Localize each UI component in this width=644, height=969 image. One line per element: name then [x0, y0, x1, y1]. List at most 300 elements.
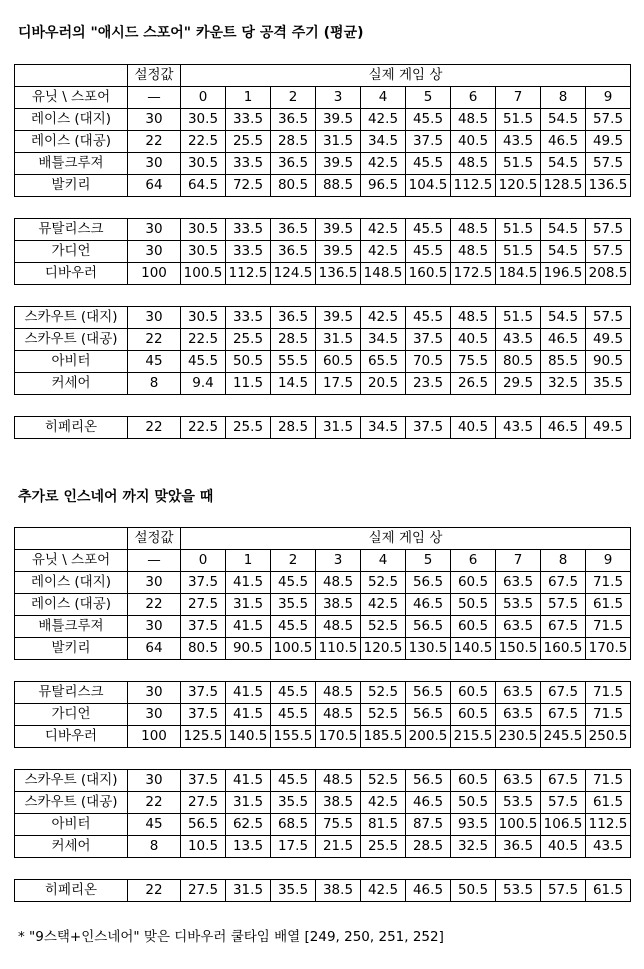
cycle-value: 17.5 — [316, 373, 361, 395]
cycle-value: 120.5 — [361, 638, 406, 660]
cycle-value: 49.5 — [586, 329, 631, 351]
cycle-value: 67.5 — [541, 704, 586, 726]
cycle-value: 50.5 — [451, 594, 496, 616]
cycle-value: 30.5 — [181, 307, 226, 329]
setting-value: 45 — [128, 351, 181, 373]
table-row — [15, 241, 631, 263]
cycle-value: 35.5 — [271, 594, 316, 616]
spore-count: 3 — [316, 550, 361, 572]
cycle-value: 80.5 — [181, 638, 226, 660]
cycle-value: 57.5 — [586, 241, 631, 263]
spore-count: 0 — [181, 550, 226, 572]
cycle-value: 60.5 — [451, 770, 496, 792]
cycle-value: 40.5 — [541, 836, 586, 858]
cycle-value: 112.5 — [226, 263, 271, 285]
setting-value: 22 — [128, 329, 181, 351]
attack-cycle-ensnare-table — [14, 527, 631, 902]
cycle-value: 160.5 — [406, 263, 451, 285]
spore-count: 7 — [496, 550, 541, 572]
header-row — [15, 65, 631, 87]
unit-name: 레이스 (대지) — [15, 572, 128, 594]
cycle-value: 41.5 — [226, 572, 271, 594]
setting-value: 30 — [128, 241, 181, 263]
cycle-value: 39.5 — [316, 109, 361, 131]
cycle-value: 22.5 — [181, 417, 226, 439]
attack-cycle-table — [14, 64, 631, 439]
cycle-value: 33.5 — [226, 219, 271, 241]
header-blank — [15, 528, 128, 550]
setting-value: 22 — [128, 594, 181, 616]
cycle-value: 50.5 — [226, 351, 271, 373]
spore-count: 8 — [541, 87, 586, 109]
cycle-value: 93.5 — [451, 814, 496, 836]
cycle-value: 46.5 — [541, 131, 586, 153]
cycle-value: 52.5 — [361, 682, 406, 704]
cycle-value: 42.5 — [361, 594, 406, 616]
cycle-value: 48.5 — [451, 219, 496, 241]
cycle-value: 71.5 — [586, 682, 631, 704]
setting-value: 30 — [128, 109, 181, 131]
cycle-value: 48.5 — [316, 704, 361, 726]
table-row — [15, 726, 631, 748]
cycle-value: 46.5 — [406, 880, 451, 902]
cycle-value: 32.5 — [541, 373, 586, 395]
cycle-value: 33.5 — [226, 307, 271, 329]
table-row — [15, 307, 631, 329]
cycle-value: 51.5 — [496, 307, 541, 329]
spacer-cell — [15, 395, 631, 417]
cycle-value: 46.5 — [406, 594, 451, 616]
cycle-value: 80.5 — [496, 351, 541, 373]
cycle-value: 42.5 — [361, 792, 406, 814]
cycle-value: 31.5 — [316, 329, 361, 351]
cycle-value: 50.5 — [451, 880, 496, 902]
cycle-value: 90.5 — [226, 638, 271, 660]
cycle-value: 60.5 — [451, 616, 496, 638]
cycle-value: 33.5 — [226, 153, 271, 175]
cycle-value: 140.5 — [451, 638, 496, 660]
cycle-value: 85.5 — [541, 351, 586, 373]
cycle-value: 45.5 — [181, 351, 226, 373]
cycle-value: 56.5 — [406, 616, 451, 638]
unit-name: 발키리 — [15, 638, 128, 660]
cycle-value: 45.5 — [271, 770, 316, 792]
cycle-value: 30.5 — [181, 241, 226, 263]
cycle-value: 34.5 — [361, 131, 406, 153]
spore-header-row — [15, 550, 631, 572]
table-row — [15, 131, 631, 153]
cycle-value: 33.5 — [226, 241, 271, 263]
setting-value: 30 — [128, 572, 181, 594]
cycle-value: 61.5 — [586, 792, 631, 814]
cycle-value: 51.5 — [496, 219, 541, 241]
cycle-value: 60.5 — [451, 704, 496, 726]
cycle-value: 56.5 — [181, 814, 226, 836]
cycle-value: 32.5 — [451, 836, 496, 858]
spore-count: 7 — [496, 87, 541, 109]
cycle-value: 30.5 — [181, 109, 226, 131]
group-spacer — [15, 660, 631, 682]
cycle-value: 57.5 — [586, 307, 631, 329]
cycle-value: 39.5 — [316, 153, 361, 175]
cycle-value: 36.5 — [496, 836, 541, 858]
table-row — [15, 219, 631, 241]
cycle-value: 57.5 — [586, 109, 631, 131]
cycle-value: 48.5 — [316, 682, 361, 704]
cycle-value: 96.5 — [361, 175, 406, 197]
table-row — [15, 638, 631, 660]
setting-value: 64 — [128, 638, 181, 660]
cycle-value: 67.5 — [541, 770, 586, 792]
cycle-value: 46.5 — [406, 792, 451, 814]
setting-value: 22 — [128, 131, 181, 153]
cycle-value: 45.5 — [406, 241, 451, 263]
cycle-value: 112.5 — [451, 175, 496, 197]
cycle-value: 41.5 — [226, 770, 271, 792]
unit-name: 배틀크루져 — [15, 153, 128, 175]
setting-value: 30 — [128, 770, 181, 792]
cycle-value: 56.5 — [406, 682, 451, 704]
cycle-value: 25.5 — [361, 836, 406, 858]
cycle-value: 22.5 — [181, 131, 226, 153]
setting-value: 100 — [128, 726, 181, 748]
cycle-value: 34.5 — [361, 329, 406, 351]
cycle-value: 62.5 — [226, 814, 271, 836]
cycle-value: 14.5 — [271, 373, 316, 395]
cycle-value: 38.5 — [316, 594, 361, 616]
cycle-value: 36.5 — [271, 241, 316, 263]
cycle-value: 53.5 — [496, 792, 541, 814]
header-actual: 실제 게임 상 — [181, 528, 631, 550]
cycle-value: 48.5 — [316, 572, 361, 594]
unit-name: 디바우러 — [15, 263, 128, 285]
setting-value: 30 — [128, 616, 181, 638]
cycle-value: 128.5 — [541, 175, 586, 197]
cycle-value: 148.5 — [361, 263, 406, 285]
cycle-value: 52.5 — [361, 572, 406, 594]
cycle-value: 28.5 — [271, 329, 316, 351]
setting-value: 8 — [128, 836, 181, 858]
cycle-value: 50.5 — [451, 792, 496, 814]
unit-name: 레이스 (대공) — [15, 131, 128, 153]
table-row — [15, 572, 631, 594]
cycle-value: 63.5 — [496, 572, 541, 594]
cycle-value: 31.5 — [226, 594, 271, 616]
cycle-value: 49.5 — [586, 417, 631, 439]
cycle-value: 25.5 — [226, 329, 271, 351]
unit-name: 스카우트 (대공) — [15, 792, 128, 814]
cycle-value: 75.5 — [451, 351, 496, 373]
group-spacer — [15, 748, 631, 770]
cycle-value: 184.5 — [496, 263, 541, 285]
cycle-value: 54.5 — [541, 241, 586, 263]
cycle-value: 34.5 — [361, 417, 406, 439]
cycle-value: 37.5 — [181, 682, 226, 704]
cycle-value: 54.5 — [541, 109, 586, 131]
spore-count: 5 — [406, 550, 451, 572]
cycle-value: 48.5 — [316, 616, 361, 638]
cycle-value: 22.5 — [181, 329, 226, 351]
setting-value: 22 — [128, 880, 181, 902]
cycle-value: 56.5 — [406, 572, 451, 594]
cycle-value: 36.5 — [271, 219, 316, 241]
cycle-value: 48.5 — [451, 109, 496, 131]
setting-value: 100 — [128, 263, 181, 285]
cycle-value: 38.5 — [316, 880, 361, 902]
cycle-value: 172.5 — [451, 263, 496, 285]
table-row — [15, 880, 631, 902]
header-setting: 설정값 — [128, 65, 181, 87]
table-row — [15, 594, 631, 616]
cycle-value: 160.5 — [541, 638, 586, 660]
cycle-value: 71.5 — [586, 704, 631, 726]
cycle-value: 40.5 — [451, 417, 496, 439]
cycle-value: 37.5 — [181, 572, 226, 594]
spacer-cell — [15, 660, 631, 682]
cycle-value: 125.5 — [181, 726, 226, 748]
cycle-value: 112.5 — [586, 814, 631, 836]
cycle-value: 100.5 — [271, 638, 316, 660]
cycle-value: 75.5 — [316, 814, 361, 836]
cycle-value: 90.5 — [586, 351, 631, 373]
cycle-value: 54.5 — [541, 307, 586, 329]
cycle-value: 60.5 — [451, 682, 496, 704]
cycle-value: 23.5 — [406, 373, 451, 395]
cycle-value: 136.5 — [586, 175, 631, 197]
cycle-value: 42.5 — [361, 153, 406, 175]
cycle-value: 54.5 — [541, 219, 586, 241]
cycle-value: 13.5 — [226, 836, 271, 858]
spore-count: 5 — [406, 87, 451, 109]
cycle-value: 245.5 — [541, 726, 586, 748]
spore-count: 9 — [586, 550, 631, 572]
cycle-value: 41.5 — [226, 704, 271, 726]
cycle-value: 57.5 — [541, 792, 586, 814]
table-row — [15, 175, 631, 197]
unit-name: 뮤탈리스크 — [15, 219, 128, 241]
table-row — [15, 417, 631, 439]
cycle-value: 39.5 — [316, 241, 361, 263]
cycle-value: 140.5 — [226, 726, 271, 748]
unit-name: 아비터 — [15, 351, 128, 373]
cycle-value: 38.5 — [316, 792, 361, 814]
cycle-value: 36.5 — [271, 109, 316, 131]
cycle-value: 17.5 — [271, 836, 316, 858]
cycle-value: 42.5 — [361, 241, 406, 263]
cycle-value: 65.5 — [361, 351, 406, 373]
cycle-value: 87.5 — [406, 814, 451, 836]
cycle-value: 80.5 — [271, 175, 316, 197]
unit-name: 커세어 — [15, 836, 128, 858]
unit-name: 커세어 — [15, 373, 128, 395]
cycle-value: 81.5 — [361, 814, 406, 836]
cycle-value: 130.5 — [406, 638, 451, 660]
cycle-value: 57.5 — [586, 219, 631, 241]
cycle-value: 250.5 — [586, 726, 631, 748]
spore-count: 1 — [226, 550, 271, 572]
unit-name: 스카우트 (대지) — [15, 770, 128, 792]
cycle-value: 48.5 — [451, 153, 496, 175]
cycle-value: 67.5 — [541, 616, 586, 638]
spore-count: 6 — [451, 87, 496, 109]
cycle-value: 185.5 — [361, 726, 406, 748]
cycle-value: 48.5 — [316, 770, 361, 792]
table-row — [15, 263, 631, 285]
spore-count: 2 — [271, 87, 316, 109]
cycle-value: 88.5 — [316, 175, 361, 197]
group-spacer — [15, 858, 631, 880]
cycle-value: 27.5 — [181, 594, 226, 616]
cycle-value: 53.5 — [496, 594, 541, 616]
cycle-value: 21.5 — [316, 836, 361, 858]
spore-count: 4 — [361, 550, 406, 572]
cycle-value: 55.5 — [271, 351, 316, 373]
header-row — [15, 528, 631, 550]
cycle-value: 170.5 — [586, 638, 631, 660]
cycle-value: 37.5 — [406, 131, 451, 153]
cycle-value: 42.5 — [361, 109, 406, 131]
unit-name: 가디언 — [15, 704, 128, 726]
spacer-cell — [15, 858, 631, 880]
unit-name: 히페리온 — [15, 880, 128, 902]
cycle-value: 100.5 — [496, 814, 541, 836]
cycle-value: 52.5 — [361, 704, 406, 726]
unit-name: 스카우트 (대공) — [15, 329, 128, 351]
unit-name: 스카우트 (대지) — [15, 307, 128, 329]
cycle-value: 57.5 — [541, 594, 586, 616]
cycle-value: 45.5 — [271, 572, 316, 594]
cycle-value: 35.5 — [271, 880, 316, 902]
cycle-value: 26.5 — [451, 373, 496, 395]
cycle-value: 196.5 — [541, 263, 586, 285]
cycle-value: 60.5 — [316, 351, 361, 373]
cycle-value: 67.5 — [541, 572, 586, 594]
cycle-value: 25.5 — [226, 131, 271, 153]
spore-count: 6 — [451, 550, 496, 572]
cycle-value: 71.5 — [586, 616, 631, 638]
cycle-value: 52.5 — [361, 770, 406, 792]
header-dash: — — [128, 87, 181, 109]
cycle-value: 54.5 — [541, 153, 586, 175]
cycle-value: 40.5 — [451, 329, 496, 351]
cycle-value: 52.5 — [361, 616, 406, 638]
cycle-value: 41.5 — [226, 616, 271, 638]
cycle-value: 51.5 — [496, 153, 541, 175]
table-row — [15, 704, 631, 726]
cycle-value: 36.5 — [271, 153, 316, 175]
cycle-value: 106.5 — [541, 814, 586, 836]
cycle-value: 45.5 — [406, 307, 451, 329]
cycle-value: 68.5 — [271, 814, 316, 836]
cycle-value: 37.5 — [406, 329, 451, 351]
unit-name: 배틀크루져 — [15, 616, 128, 638]
cycle-value: 36.5 — [271, 307, 316, 329]
unit-name: 디바우러 — [15, 726, 128, 748]
cycle-value: 51.5 — [496, 241, 541, 263]
unit-name: 발키리 — [15, 175, 128, 197]
header-unit: 유닛 \ 스포어 — [15, 550, 128, 572]
cycle-value: 30.5 — [181, 153, 226, 175]
cycle-value: 37.5 — [406, 417, 451, 439]
section2-title: 추가로 인스네어 까지 맞았을 때 — [18, 489, 214, 505]
setting-value: 30 — [128, 153, 181, 175]
cycle-value: 155.5 — [271, 726, 316, 748]
cycle-value: 57.5 — [541, 880, 586, 902]
cycle-value: 31.5 — [316, 417, 361, 439]
table-row — [15, 770, 631, 792]
spore-count: 9 — [586, 87, 631, 109]
cycle-value: 120.5 — [496, 175, 541, 197]
cycle-value: 150.5 — [496, 638, 541, 660]
cycle-value: 70.5 — [406, 351, 451, 373]
cycle-value: 63.5 — [496, 682, 541, 704]
cycle-value: 230.5 — [496, 726, 541, 748]
cycle-value: 53.5 — [496, 880, 541, 902]
cycle-value: 40.5 — [451, 131, 496, 153]
cycle-value: 45.5 — [271, 616, 316, 638]
cycle-value: 72.5 — [226, 175, 271, 197]
table-row — [15, 814, 631, 836]
cycle-value: 37.5 — [181, 616, 226, 638]
cycle-value: 31.5 — [316, 131, 361, 153]
table-row — [15, 836, 631, 858]
cycle-value: 67.5 — [541, 682, 586, 704]
header-dash: — — [128, 550, 181, 572]
cycle-value: 27.5 — [181, 792, 226, 814]
cycle-value: 43.5 — [496, 329, 541, 351]
cycle-value: 124.5 — [271, 263, 316, 285]
table-row — [15, 616, 631, 638]
spore-count: 2 — [271, 550, 316, 572]
cycle-value: 61.5 — [586, 880, 631, 902]
setting-value: 45 — [128, 814, 181, 836]
cycle-value: 45.5 — [271, 682, 316, 704]
setting-value: 30 — [128, 219, 181, 241]
setting-value: 30 — [128, 307, 181, 329]
cycle-value: 35.5 — [586, 373, 631, 395]
table-row — [15, 153, 631, 175]
unit-name: 가디언 — [15, 241, 128, 263]
cycle-value: 170.5 — [316, 726, 361, 748]
cycle-value: 28.5 — [271, 131, 316, 153]
cycle-value: 39.5 — [316, 307, 361, 329]
setting-value: 30 — [128, 682, 181, 704]
cycle-value: 39.5 — [316, 219, 361, 241]
header-setting: 설정값 — [128, 528, 181, 550]
table-row — [15, 109, 631, 131]
group-spacer — [15, 285, 631, 307]
cycle-value: 63.5 — [496, 616, 541, 638]
section1-title: 디바우러의 "애시드 스포어" 카운트 당 공격 주기 (평균) — [18, 25, 364, 41]
table-row — [15, 792, 631, 814]
setting-value: 22 — [128, 792, 181, 814]
setting-value: 30 — [128, 704, 181, 726]
spore-count: 1 — [226, 87, 271, 109]
cycle-value: 37.5 — [181, 770, 226, 792]
spore-count: 4 — [361, 87, 406, 109]
spore-count: 8 — [541, 550, 586, 572]
spacer-cell — [15, 748, 631, 770]
setting-value: 22 — [128, 417, 181, 439]
cycle-value: 63.5 — [496, 770, 541, 792]
cycle-value: 46.5 — [541, 417, 586, 439]
cycle-value: 45.5 — [406, 153, 451, 175]
table-row — [15, 329, 631, 351]
cycle-value: 25.5 — [226, 417, 271, 439]
cycle-value: 136.5 — [316, 263, 361, 285]
spore-count: 3 — [316, 87, 361, 109]
cycle-value: 45.5 — [271, 704, 316, 726]
